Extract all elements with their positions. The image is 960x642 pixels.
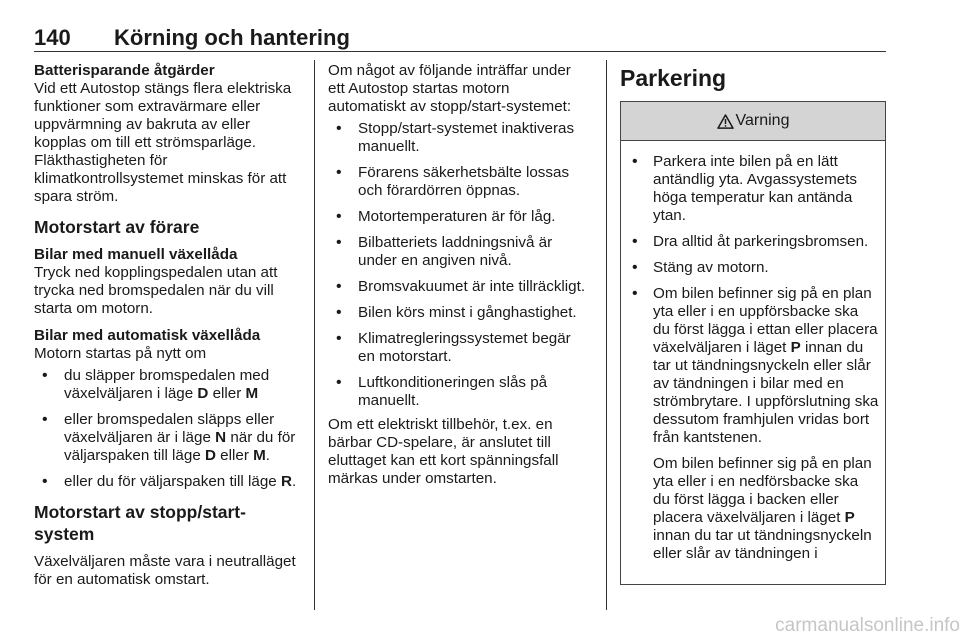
paragraph-accessory-note: Om ett elektriskt tillbehör, t.ex. en bärbar CD-spelare, är anslutet till eluttaget kan ett kort spänningsfall märkas under omstarten. [328, 416, 559, 487]
subheading-battery-saving: Batterisparande åtgärder [34, 62, 215, 79]
automatic-conditions-list [34, 367, 300, 491]
list-item: • Om bilen befinner sig på en plan yta eller i en uppförsbacke ska du först lägga i ettan eller placera växelväljaren i läget P innan du tar ut tändningsnyckeln eller slår av tändningen i bilar med en strömbrytare. I uppförslutning ska dessutom framhjulen vridas bort från kantstenen. Om bilen befinner sig på en plan yta eller i en nedförsbacke ska du först lägga i backen eller placera växelväljaren i läget P innan du tar ut tändningsnyckeln eller slår av tändningen i [631, 285, 879, 563]
list-item: • Stäng av motorn. [631, 259, 879, 277]
page-header [34, 25, 886, 51]
page-number: 140 [34, 25, 71, 50]
warning-body [621, 141, 885, 563]
heading-stopstart-motorstart: Motorstart av stopp/start-system [34, 502, 246, 544]
list-item: • Bilbatteriets laddningsnivå är under en angiven nivå. [328, 234, 590, 270]
list-item: • du släpper bromspedalen med växelväljaren i läge D eller M [34, 367, 300, 403]
warning-label: Varning [735, 112, 790, 129]
column-3 [620, 62, 886, 585]
paragraph-autostop-intro: Om något av följande inträffar under ett Autostop startas motorn automatiskt av stopp/start-systemet: [328, 62, 572, 115]
subheading-manual-gearbox: Bilar med manuell växellåda [34, 246, 238, 263]
paragraph-stopstart: Växelväljaren måste vara i neutralläget för en automatisk omstart. [34, 553, 296, 588]
list-item: • Parkera inte bilen på en lätt antändlig yta. Avgassystemets höga temperatur kan antända ytan. [631, 153, 879, 225]
paragraph-battery-saving: Vid ett Autostop stängs flera elektriska funktioner som extravärmare eller uppvärmning av bakruta av eller kopplas om till ett strömsparläge. Fläkthastigheten för klimatkontrollsystemet minskas för att spara ström. [34, 80, 292, 205]
column-divider-2 [606, 60, 607, 610]
paragraph-manual-gearbox: Tryck ned kopplingspedalen utan att trycka ned bromspedalen när du vill starta om motorn. [34, 264, 278, 317]
heading-motorstart-driver: Motorstart av förare [34, 217, 200, 237]
list-item: • Stopp/start-systemet inaktiveras manuellt. [328, 120, 590, 156]
list-item: • Förarens säkerhetsbälte lossas och förardörren öppnas. [328, 164, 590, 200]
list-item: • Bilen körs minst i gånghastighet. [328, 304, 590, 322]
list-item: • Bromsvakuumet är inte tillräckligt. [328, 278, 590, 296]
list-item: • Dra alltid åt parkeringsbromsen. [631, 233, 879, 251]
parking-warning-list [631, 153, 879, 563]
list-item: • Klimatregleringssystemet begär en motorstart. [328, 330, 590, 366]
warning-header [621, 102, 885, 141]
paragraph-automatic-intro: Motorn startas på nytt om [34, 345, 207, 362]
section-title: Körning och hantering [114, 25, 350, 50]
list-item-continuation: Om bilen befinner sig på en plan yta eller i en nedförsbacke ska du först lägga i backen eller placera växelväljaren i läget P innan du tar ut tändningsnyckeln eller slår av tändningen i [653, 455, 872, 562]
subheading-automatic-gearbox: Bilar med automatisk växellåda [34, 327, 261, 344]
list-item: • Luftkonditioneringen slås på manuellt. [328, 374, 590, 410]
list-item: • eller bromspedalen släpps eller växelväljaren är i läge N när du för väljarspaken till läge D eller M. [34, 411, 300, 465]
column-1 [34, 62, 300, 589]
warning-box [620, 101, 886, 585]
autostop-restart-list [328, 120, 590, 410]
list-item: • eller du för väljarspaken till läge R. [34, 473, 300, 491]
header-rule [34, 51, 886, 52]
column-2 [328, 62, 590, 488]
footer-watermark: carmanualsonline.info [775, 615, 960, 636]
warning-triangle-icon [717, 114, 734, 129]
column-divider-1 [314, 60, 315, 610]
list-item: • Motortemperaturen är för låg. [328, 208, 590, 226]
heading-parkering: Parkering [620, 65, 727, 91]
